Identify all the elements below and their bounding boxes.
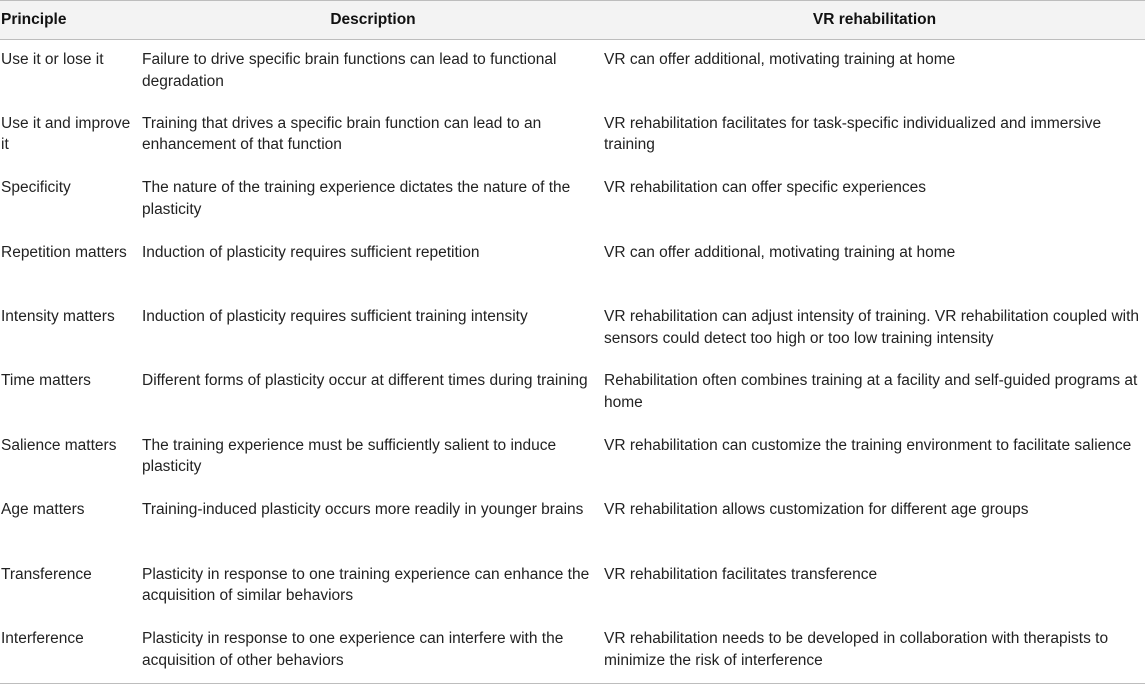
cell-vr-rehabilitation: Rehabilitation often combines training at a facility and self-guided programs at home bbox=[604, 372, 1138, 411]
header-vr-rehabilitation: VR rehabilitation bbox=[812, 11, 937, 29]
cell-principle: Use it and improve it bbox=[1, 114, 131, 154]
cell-principle: Salience matters bbox=[1, 436, 117, 454]
cell-description: Training-induced plasticity occurs more readily in younger brains bbox=[142, 501, 584, 519]
cell-principle: Time matters bbox=[1, 372, 91, 390]
cell-principle: Age matters bbox=[1, 501, 85, 519]
table-row bbox=[0, 168, 1145, 232]
cell-description: Induction of plasticity requires sufficient repetition bbox=[142, 243, 480, 261]
cell-principle: Transference bbox=[1, 565, 92, 583]
cell-vr-rehabilitation: VR rehabilitation can customize the training environment to facilitate salience bbox=[604, 436, 1132, 454]
header-row bbox=[0, 1, 1145, 40]
table-row bbox=[0, 233, 1145, 297]
cell-principle: Specificity bbox=[1, 179, 71, 197]
cell-vr-rehabilitation: VR rehabilitation can offer specific experiences bbox=[604, 179, 926, 197]
cell-description: Failure to drive specific brain functions can lead to functional degradation bbox=[142, 51, 557, 90]
table-row bbox=[0, 40, 1145, 104]
table-row bbox=[0, 361, 1145, 425]
table-body bbox=[0, 40, 1145, 684]
table-row bbox=[0, 555, 1145, 619]
cell-vr-rehabilitation: VR rehabilitation allows customization for different age groups bbox=[604, 501, 1029, 519]
cell-description: Plasticity in response to one experience can interfere with the acquisition of other behaviors bbox=[142, 630, 564, 669]
cell-principle: Interference bbox=[1, 630, 84, 648]
cell-description: Induction of plasticity requires sufficient training intensity bbox=[142, 308, 528, 326]
table-row bbox=[0, 619, 1145, 683]
table-row bbox=[0, 490, 1145, 554]
cell-description: Plasticity in response to one training experience can enhance the acquisition of similar behaviors bbox=[142, 565, 590, 605]
cell-vr-rehabilitation: VR rehabilitation facilitates transference bbox=[604, 565, 878, 583]
cell-vr-rehabilitation: VR rehabilitation can adjust intensity of training. VR rehabilitation coupled with sensors could detect too high or too low training intensity bbox=[604, 308, 1140, 347]
table-row bbox=[0, 297, 1145, 361]
cell-vr-rehabilitation: VR can offer additional, motivating training at home bbox=[604, 51, 956, 68]
cell-principle: Use it or lose it bbox=[1, 51, 104, 68]
cell-vr-rehabilitation: VR rehabilitation facilitates for task-specific individualized and immersive training bbox=[604, 114, 1102, 154]
cell-vr-rehabilitation: VR rehabilitation needs to be developed in collaboration with therapists to minimize the risk of interference bbox=[604, 630, 1109, 669]
cell-description: The nature of the training experience dictates the nature of the plasticity bbox=[142, 179, 571, 218]
table-row bbox=[0, 104, 1145, 168]
header-description: Description bbox=[330, 11, 416, 29]
cell-description: The training experience must be sufficiently salient to induce plasticity bbox=[142, 436, 557, 476]
table-row bbox=[0, 426, 1145, 490]
table-header bbox=[0, 1, 1145, 40]
header-principle: Principle bbox=[1, 11, 67, 29]
cell-principle: Repetition matters bbox=[1, 243, 127, 261]
cell-principle: Intensity matters bbox=[1, 308, 115, 326]
cell-vr-rehabilitation: VR can offer additional, motivating training at home bbox=[604, 243, 956, 261]
cell-description: Different forms of plasticity occur at different times during training bbox=[142, 372, 588, 390]
cell-description: Training that drives a specific brain function can lead to an enhancement of that function bbox=[142, 114, 542, 154]
